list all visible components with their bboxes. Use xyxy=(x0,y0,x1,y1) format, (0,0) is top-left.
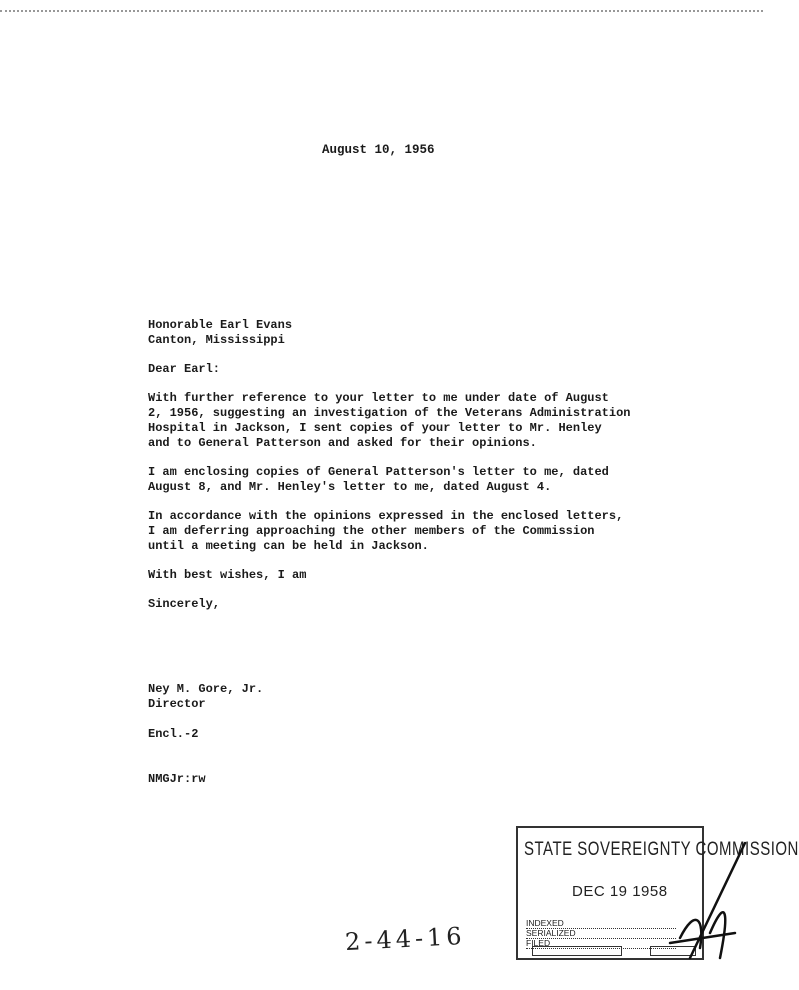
signer-name: Ney M. Gore, Jr. xyxy=(148,682,264,696)
paragraph-line: I am enclosing copies of General Patterson's letter to me, dated xyxy=(148,465,609,479)
stamp-field-indexed: INDEXED xyxy=(526,918,676,929)
stamp-date: DEC 19 1958 xyxy=(572,883,668,900)
handwritten-file-number: 2-44-16 xyxy=(344,921,467,957)
stamp-field-serialized: SERIALIZED xyxy=(526,928,676,939)
typist-initials: NMGJr:rw xyxy=(148,772,206,786)
enclosure-note: Encl.-2 xyxy=(148,727,199,741)
paragraph-3 xyxy=(148,509,668,554)
recipient-address xyxy=(148,318,668,348)
page-top-edge xyxy=(0,0,763,12)
stamp-filing-box xyxy=(532,946,622,956)
address-line: Honorable Earl Evans xyxy=(148,318,293,332)
paragraph-4 xyxy=(148,568,668,583)
paragraph-line: and to General Patterson and asked for their opinions. xyxy=(148,436,537,450)
letter-date: August 10, 1956 xyxy=(322,143,435,157)
handwritten-initial-mark xyxy=(650,838,770,978)
paragraph-line: In accordance with the opinions expressed in the enclosed letters, xyxy=(148,509,624,523)
letter-body xyxy=(148,318,668,626)
signer-title: Director xyxy=(148,697,206,711)
closing: Sincerely, xyxy=(148,597,221,611)
paragraph-2 xyxy=(148,465,668,495)
paragraph-line: With further reference to your letter to me under date of August xyxy=(148,391,609,405)
paragraph-line: I am deferring approaching the other members of the Commission xyxy=(148,524,595,538)
paragraph-line: With best wishes, I am xyxy=(148,568,307,582)
paragraph-line: Hospital in Jackson, I sent copies of your letter to Mr. Henley xyxy=(148,421,602,435)
address-line: Canton, Mississippi xyxy=(148,333,285,347)
paragraph-line: August 8, and Mr. Henley's letter to me, dated August 4. xyxy=(148,480,552,494)
paragraph-line: 2, 1956, suggesting an investigation of the Veterans Administration xyxy=(148,406,631,420)
stamp-title: STATE SOVEREIGNTY COMMISSION xyxy=(524,838,799,861)
signature-block xyxy=(148,682,263,712)
paragraph-1 xyxy=(148,391,668,451)
paragraph-line: until a meeting can be held in Jackson. xyxy=(148,539,429,553)
stamp-field-filed: FILED xyxy=(526,938,676,949)
salutation: Dear Earl: xyxy=(148,362,221,376)
